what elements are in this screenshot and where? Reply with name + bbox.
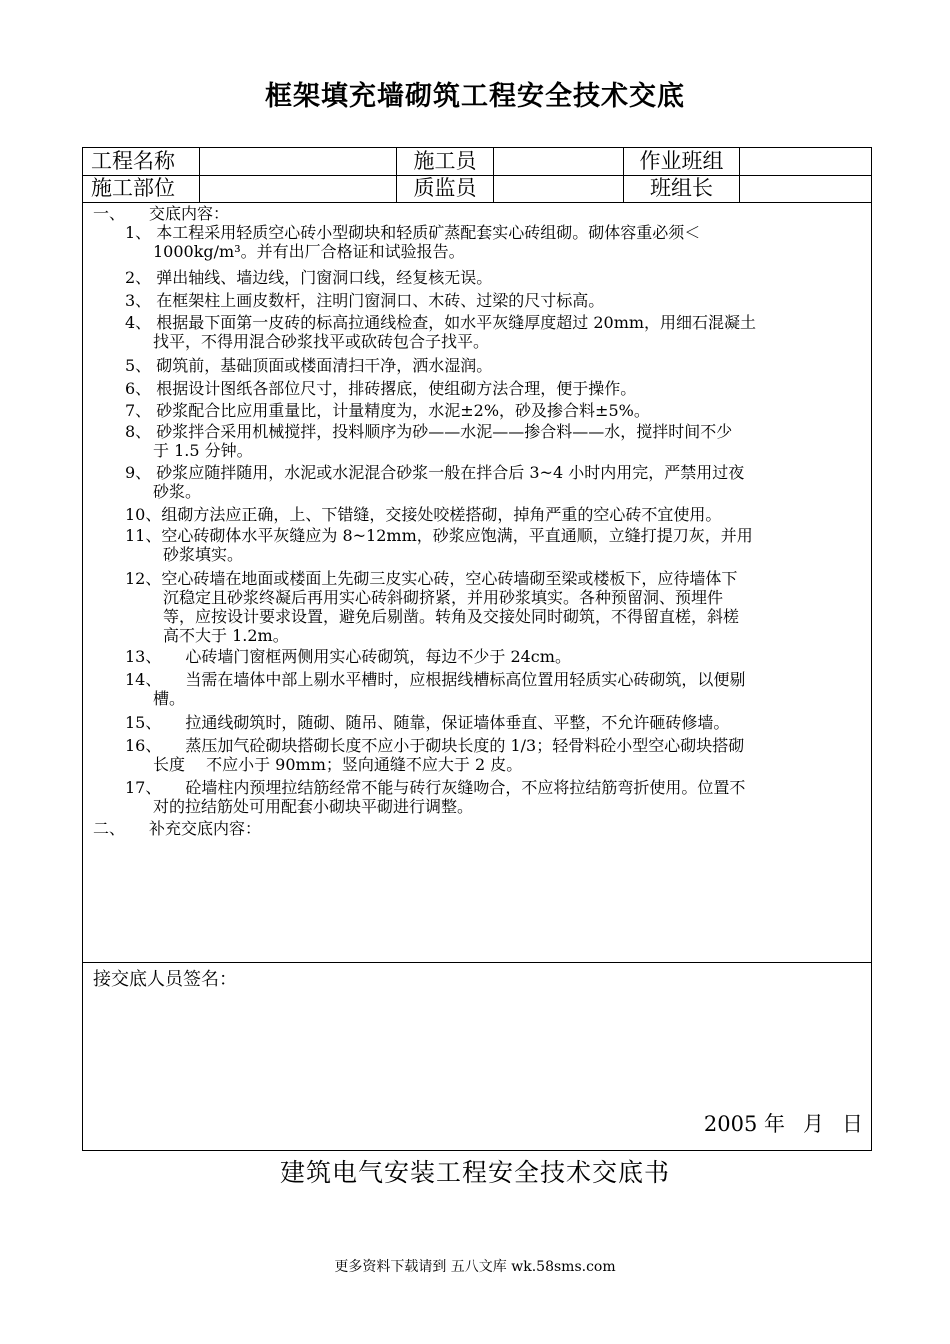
content-line: 17、 砼墙柱内预埋拉结筋经常不能与砖行灰缝吻合，不应将拉结筋弯折使用。位置不: [125, 778, 746, 797]
content-line: 4、 根据最下面第一皮砖的标高拉通线检查，如水平灰缝厚度超过 20mm，用细石混凝土: [125, 313, 757, 332]
disclosure-form: [82, 147, 872, 1151]
content-line: 3、 在框架柱上画皮数杆，注明门窗洞口、木砖、过梁的尺寸标高。: [125, 291, 605, 310]
section-heading: 二、 补充交底内容：: [93, 819, 262, 838]
disclosure-content: [83, 203, 871, 963]
header-row-2: [83, 175, 871, 203]
content-line: 6、 根据设计图纸各部位尺寸，排砖撂底，使组砌方法合理，便于操作。: [125, 379, 637, 398]
value-work-team: [740, 148, 871, 175]
content-line: 15、 拉通线砌筑时，随砌、随吊、随靠，保证墙体垂直、平整，不允许砸砖修墙。: [125, 713, 730, 732]
next-document-title: 建筑电气安装工程安全技术交底书: [279, 1158, 670, 1187]
content-line: 12、空心砖墙在地面或楼面上先砌三皮实心砖，空心砖墙砌至梁或楼板下，应待墙体下: [125, 569, 738, 588]
content-line: 砂浆填实。: [163, 545, 244, 564]
content-line: 对的拉结筋处可用配套小砌块平砌进行调整。: [153, 797, 474, 816]
content-line: 5、 砌筑前，基础顶面或楼面清扫干净，洒水湿润。: [125, 356, 493, 375]
content-line: 2、 弹出轴线、墙边线，门窗洞口线，经复核无误。: [125, 268, 493, 287]
signature-section: [83, 963, 871, 1150]
value-team-leader: [740, 175, 871, 202]
content-line: 槽。: [153, 689, 186, 708]
content-line: 沉稳定且砂浆终凝后再用实心砖斜砌挤紧，并用砂浆填实。各种预留洞、预埋件: [163, 588, 724, 607]
label-construction-part: 施工部位: [83, 175, 200, 202]
content-line: 于 1.5 分钟。: [153, 441, 253, 460]
signature-label: 接交底人员签名：: [93, 969, 237, 990]
content-line: 11、空心砖砌体水平灰缝应为 8~12mm，砂浆应饱满，平直通顺，立缝打提刀灰，并用: [125, 526, 753, 545]
content-line: 长度 不应小于 90mm；竖向通缝不应大于 2 皮。: [153, 755, 523, 774]
content-line: 14、 当需在墙体中部上剔水平槽时，应根据线槽标高位置用轻质实心砖砌筑，以便剔: [125, 670, 746, 689]
content-line: 8、 砂浆拌合采用机械搅拌，投料顺序为砂——水泥——掺合料——水，搅拌时间不少: [125, 422, 733, 441]
content-line: 16、 蒸压加气砼砌块搭砌长度不应小于砌块长度的 1/3；轻骨料砼小型空心砌块搭砌: [125, 736, 745, 755]
label-team-leader: 班组长: [624, 175, 740, 202]
signature-day: 日: [842, 1112, 863, 1136]
header-row-1: [83, 148, 871, 176]
content-line: 找平，不得用混合砂浆找平或砍砖包合子找平。: [153, 332, 490, 351]
signature-month: 月: [803, 1112, 824, 1136]
signature-year: 2005 年: [703, 1112, 785, 1136]
document-title: 框架填充墙砌筑工程安全技术交底: [265, 81, 685, 112]
content-line: 10、组砌方法应正确，上、下错缝，交接处咬槎搭砌，掉角严重的空心砖不宜使用。: [125, 505, 722, 524]
value-quality-supervisor: [494, 175, 624, 202]
value-construction-part: [200, 175, 397, 202]
label-work-team: 作业班组: [624, 148, 740, 175]
value-construction-worker: [494, 148, 624, 175]
content-line: 1000kg/m³。并有出厂合格证和试验报告。: [153, 242, 465, 261]
content-line: 1、 本工程采用轻质空心砖小型砌块和轻质矿蒸配套实心砖组砌。砌体容重必须＜: [125, 223, 701, 242]
section-heading: 一、 交底内容：: [93, 204, 230, 223]
content-line: 13、 心砖墙门窗框两侧用实心砖砌筑，每边不少于 24cm。: [125, 647, 571, 666]
content-line: 7、 砂浆配合比应用重量比，计量精度为，水泥±2%，砂及掺合料±5%。: [125, 401, 650, 420]
content-line: 9、 砂浆应随拌随用，水泥或水泥混合砂浆一般在拌合后 3~4 小时内用完，严禁用过夜: [125, 463, 745, 482]
footer-download-link[interactable]: 更多资料下载请到 五八文库 wk.58sms.com: [334, 1259, 616, 1275]
content-line: 等，应按设计要求设置，避免后剔凿。转角及交接处同时砌筑，不得留直槎，斜槎: [163, 607, 740, 626]
content-line: 高不大于 1.2m。: [163, 626, 289, 645]
signature-date: [704, 1108, 863, 1138]
value-project-name: [200, 148, 397, 175]
content-line: 砂浆。: [153, 482, 202, 501]
label-quality-supervisor: 质监员: [397, 175, 494, 202]
label-project-name: 工程名称: [83, 148, 200, 175]
label-construction-worker: 施工员: [397, 148, 494, 175]
